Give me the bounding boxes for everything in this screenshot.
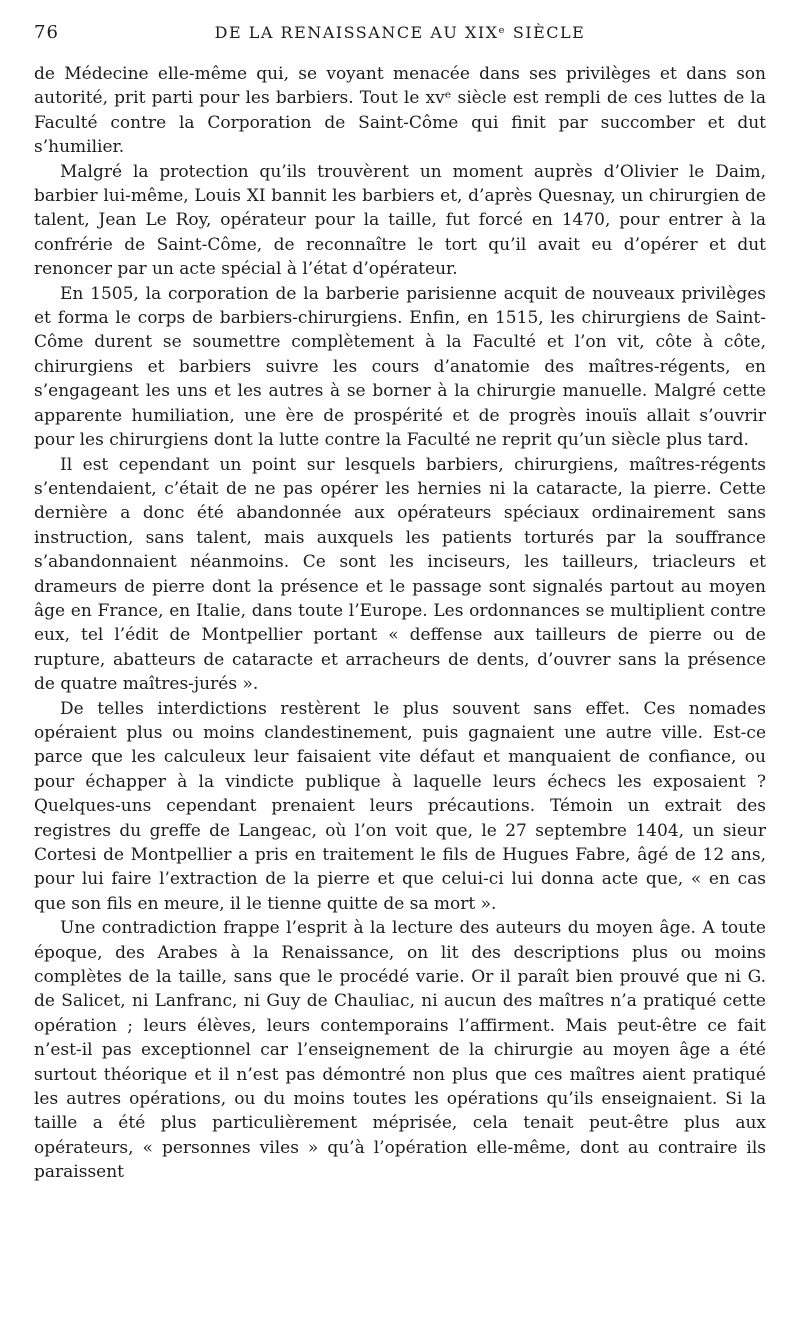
- running-head: [34, 22, 766, 62]
- paragraph-continuation: de Médecine elle-même qui, se voyant menacée dans ses privilèges et dans son autorité, prit parti pour les barbiers. Tout le xvᵉ siècle est rempli de ces luttes de la Faculté contre la Corporation de Saint-Côme qui finit par succomber et dut s’humilier.: [34, 64, 766, 158]
- paragraph: Il est cependant un point sur lesquels barbiers, chirurgiens, maîtres-régents s’entendaient, c’était de ne pas opérer les hernies ni la cataracte, la pierre. Cette dernière a donc été abandonnée aux opérateurs spéciaux ordinairement sans instruction, sans talent, mais auxquels les patients torturés par la souffrance s’abandonnaient néanmoins. Ce sont les inciseurs, les tailleurs, triacleurs et drameurs de pierre dont la présence et le passage sont signalés partout au moyen âge en France, en Italie, dans toute l’Europe. Les ordonnances se multiplient contre eux, tel l’édit de Montpellier portant « deffense aux tailleurs de pierre ou de rupture, abatteurs de cataracte et arracheurs de dents, d’ouvrer sans la présence de quatre maîtres-jurés ».: [34, 454, 766, 695]
- paragraph: En 1505, la corporation de la barberie parisienne acquit de nouveaux privilèges et forma le corps de barbiers-chirurgiens. Enfin, en 1515, les chirurgiens de Saint-Côme durent se soumettre complètement à la Faculté et l’on vit, côte à côte, chirurgiens et barbiers suivre les cours d’anatomie des maîtres-régents, en s’engageant les uns et les autres à se borner à la chirurgie manuelle. Malgré cette apparente humiliation, une ère de prospérité et de progrès inouïs allait s’ouvrir pour les chirurgiens dont la lutte contre la Faculté ne reprit qu’un siècle plus tard.: [34, 283, 766, 451]
- page-number: 76: [34, 22, 59, 43]
- paragraph: Une contradiction frappe l’esprit à la lecture des auteurs du moyen âge. A toute époque, des Arabes à la Renaissance, on lit des descriptions plus ou moins complètes de la taille, sans que le procédé varie. Or il paraît bien prouvé que ni G. de Salicet, ni Lanfranc, ni Guy de Chauliac, ni aucun des maîtres n’a pratiqué cette opération ; leurs élèves, leurs contemporains l’affirment. Mais peut-être ce fait n’est-il pas exceptionnel car l’enseignement de la chirurgie au moyen âge a été surtout théorique et il n’est pas démontré non plus que ces maîtres aient pratiqué les autres opérations, ou du moins toutes les opérations qu’ils enseignaient. Si la taille a été plus particulièrement méprisée, cela tenait peut-être plus aux opérateurs, « personnes viles » qu’à l’opération elle-même, dont au contraire ils paraissent: [34, 918, 766, 1183]
- running-title: DE LA RENAISSANCE AU XIXᵉ SIÈCLE: [214, 23, 586, 42]
- paragraph: De telles interdictions restèrent le plus souvent sans effet. Ces nomades opéraient plus ou moins clandestinement, puis gagnaient une autre ville. Est-ce parce que les calculeux leur faisaient vite défaut et manquaient de confiance, ou pour échapper à la vindicte publique à laquelle leurs échecs les exposaient ? Quelques-uns cependant prenaient leurs précautions. Témoin un extrait des registres du greffe de Langeac, où l’on voit que, le 27 septembre 1404, un sieur Cortesi de Montpellier a pris en traitement le fils de Hugues Fabre, âgé de 12 ans, pour lui faire l’extraction de la pierre et que celui-ci lui donna acte que, « en cas que son fils en meure, il le tienne quitte de sa mort ».: [34, 698, 766, 914]
- paragraph: Malgré la protection qu’ils trouvèrent un moment auprès d’Olivier le Daim, barbier lui-même, Louis XI bannit les barbiers et, d’après Quesnay, un chirurgien de talent, Jean Le Roy, opérateur pour la taille, fut forcé en 1470, pour entrer à la confrérie de Saint-Côme, de reconnaître le tort qu’il avait eu d’opérer et dut renoncer par un acte spécial à l’état d’opérateur.: [34, 161, 766, 280]
- body-text: [34, 62, 766, 1185]
